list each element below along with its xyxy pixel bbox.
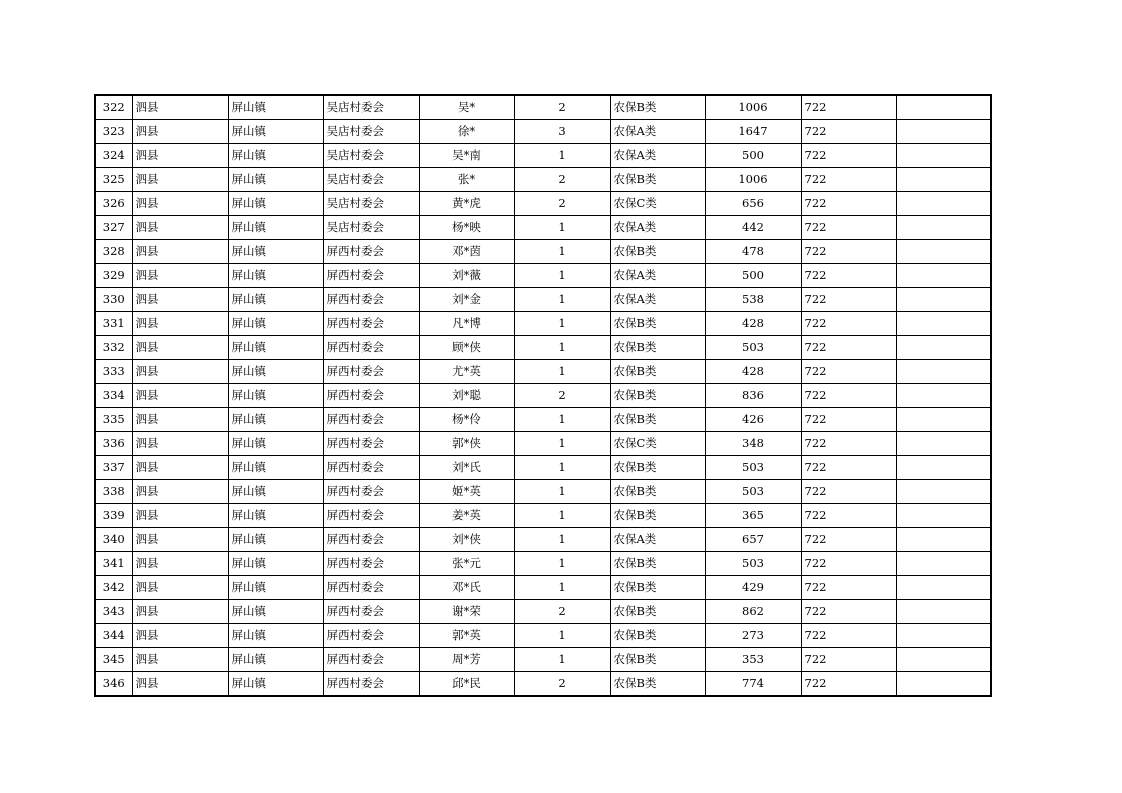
village-committee-cell: 屏西村委会 bbox=[323, 552, 419, 576]
household-size-cell: 1 bbox=[514, 432, 610, 456]
village-committee-cell: 屏西村委会 bbox=[323, 240, 419, 264]
name-cell: 郭*英 bbox=[419, 624, 514, 648]
table-row bbox=[95, 480, 991, 504]
village-committee-cell: 屏西村委会 bbox=[323, 480, 419, 504]
household-size-cell: 1 bbox=[514, 408, 610, 432]
household-size-cell: 1 bbox=[514, 216, 610, 240]
town-cell: 屏山镇 bbox=[228, 95, 323, 120]
village-committee-cell: 屏西村委会 bbox=[323, 528, 419, 552]
code-cell: 722 bbox=[801, 600, 896, 624]
town-cell: 屏山镇 bbox=[228, 336, 323, 360]
town-cell: 屏山镇 bbox=[228, 480, 323, 504]
code-cell: 722 bbox=[801, 528, 896, 552]
amount-cell: 503 bbox=[705, 456, 801, 480]
name-cell: 张* bbox=[419, 168, 514, 192]
table-row bbox=[95, 576, 991, 600]
category-cell: 农保B类 bbox=[610, 312, 705, 336]
table-row bbox=[95, 288, 991, 312]
row-number-cell: 336 bbox=[95, 432, 132, 456]
county-cell: 泗县 bbox=[132, 312, 228, 336]
remark-cell bbox=[896, 192, 991, 216]
row-number-cell: 324 bbox=[95, 144, 132, 168]
town-cell: 屏山镇 bbox=[228, 192, 323, 216]
category-cell: 农保C类 bbox=[610, 432, 705, 456]
name-cell: 尤*英 bbox=[419, 360, 514, 384]
row-number-cell: 345 bbox=[95, 648, 132, 672]
amount-cell: 503 bbox=[705, 552, 801, 576]
category-cell: 农保A类 bbox=[610, 120, 705, 144]
village-committee-cell: 屏西村委会 bbox=[323, 360, 419, 384]
county-cell: 泗县 bbox=[132, 168, 228, 192]
row-number-cell: 342 bbox=[95, 576, 132, 600]
name-cell: 顾*侠 bbox=[419, 336, 514, 360]
household-size-cell: 1 bbox=[514, 264, 610, 288]
row-number-cell: 343 bbox=[95, 600, 132, 624]
town-cell: 屏山镇 bbox=[228, 408, 323, 432]
village-committee-cell: 屏西村委会 bbox=[323, 576, 419, 600]
town-cell: 屏山镇 bbox=[228, 384, 323, 408]
table-row bbox=[95, 504, 991, 528]
amount-cell: 503 bbox=[705, 480, 801, 504]
table-row bbox=[95, 240, 991, 264]
household-size-cell: 1 bbox=[514, 528, 610, 552]
household-size-cell: 3 bbox=[514, 120, 610, 144]
name-cell: 姬*英 bbox=[419, 480, 514, 504]
village-committee-cell: 屏西村委会 bbox=[323, 408, 419, 432]
town-cell: 屏山镇 bbox=[228, 600, 323, 624]
village-committee-cell: 吴店村委会 bbox=[323, 95, 419, 120]
table-row bbox=[95, 600, 991, 624]
household-size-cell: 1 bbox=[514, 648, 610, 672]
remark-cell bbox=[896, 480, 991, 504]
name-cell: 周*芳 bbox=[419, 648, 514, 672]
remark-cell bbox=[896, 120, 991, 144]
county-cell: 泗县 bbox=[132, 264, 228, 288]
name-cell: 郭*侠 bbox=[419, 432, 514, 456]
village-committee-cell: 屏西村委会 bbox=[323, 624, 419, 648]
category-cell: 农保B类 bbox=[610, 168, 705, 192]
household-size-cell: 2 bbox=[514, 168, 610, 192]
code-cell: 722 bbox=[801, 312, 896, 336]
household-size-cell: 2 bbox=[514, 384, 610, 408]
amount-cell: 500 bbox=[705, 264, 801, 288]
town-cell: 屏山镇 bbox=[228, 624, 323, 648]
village-committee-cell: 吴店村委会 bbox=[323, 192, 419, 216]
town-cell: 屏山镇 bbox=[228, 648, 323, 672]
category-cell: 农保A类 bbox=[610, 216, 705, 240]
table-row bbox=[95, 120, 991, 144]
amount-cell: 428 bbox=[705, 360, 801, 384]
remark-cell bbox=[896, 648, 991, 672]
code-cell: 722 bbox=[801, 624, 896, 648]
code-cell: 722 bbox=[801, 168, 896, 192]
town-cell: 屏山镇 bbox=[228, 240, 323, 264]
category-cell: 农保C类 bbox=[610, 192, 705, 216]
town-cell: 屏山镇 bbox=[228, 672, 323, 697]
county-cell: 泗县 bbox=[132, 384, 228, 408]
table-row bbox=[95, 264, 991, 288]
code-cell: 722 bbox=[801, 95, 896, 120]
category-cell: 农保B类 bbox=[610, 408, 705, 432]
category-cell: 农保B类 bbox=[610, 480, 705, 504]
records-table bbox=[94, 94, 992, 697]
table-row bbox=[95, 168, 991, 192]
row-number-cell: 337 bbox=[95, 456, 132, 480]
village-committee-cell: 吴店村委会 bbox=[323, 144, 419, 168]
code-cell: 722 bbox=[801, 480, 896, 504]
amount-cell: 1006 bbox=[705, 95, 801, 120]
code-cell: 722 bbox=[801, 216, 896, 240]
amount-cell: 503 bbox=[705, 336, 801, 360]
amount-cell: 862 bbox=[705, 600, 801, 624]
remark-cell bbox=[896, 264, 991, 288]
name-cell: 刘*薇 bbox=[419, 264, 514, 288]
category-cell: 农保B类 bbox=[610, 456, 705, 480]
remark-cell bbox=[896, 576, 991, 600]
table-row bbox=[95, 528, 991, 552]
table-row bbox=[95, 144, 991, 168]
remark-cell bbox=[896, 552, 991, 576]
name-cell: 姜*英 bbox=[419, 504, 514, 528]
row-number-cell: 339 bbox=[95, 504, 132, 528]
household-size-cell: 1 bbox=[514, 144, 610, 168]
code-cell: 722 bbox=[801, 456, 896, 480]
amount-cell: 365 bbox=[705, 504, 801, 528]
amount-cell: 428 bbox=[705, 312, 801, 336]
household-size-cell: 1 bbox=[514, 552, 610, 576]
village-committee-cell: 屏西村委会 bbox=[323, 504, 419, 528]
town-cell: 屏山镇 bbox=[228, 120, 323, 144]
name-cell: 凡*博 bbox=[419, 312, 514, 336]
table-row bbox=[95, 672, 991, 697]
row-number-cell: 325 bbox=[95, 168, 132, 192]
county-cell: 泗县 bbox=[132, 144, 228, 168]
remark-cell bbox=[896, 600, 991, 624]
county-cell: 泗县 bbox=[132, 480, 228, 504]
amount-cell: 500 bbox=[705, 144, 801, 168]
table-row bbox=[95, 456, 991, 480]
town-cell: 屏山镇 bbox=[228, 576, 323, 600]
county-cell: 泗县 bbox=[132, 504, 228, 528]
code-cell: 722 bbox=[801, 648, 896, 672]
county-cell: 泗县 bbox=[132, 672, 228, 697]
category-cell: 农保B类 bbox=[610, 552, 705, 576]
row-number-cell: 338 bbox=[95, 480, 132, 504]
county-cell: 泗县 bbox=[132, 336, 228, 360]
amount-cell: 273 bbox=[705, 624, 801, 648]
row-number-cell: 334 bbox=[95, 384, 132, 408]
category-cell: 农保A类 bbox=[610, 264, 705, 288]
code-cell: 722 bbox=[801, 504, 896, 528]
remark-cell bbox=[896, 168, 991, 192]
row-number-cell: 330 bbox=[95, 288, 132, 312]
household-size-cell: 1 bbox=[514, 480, 610, 504]
category-cell: 农保A类 bbox=[610, 528, 705, 552]
county-cell: 泗县 bbox=[132, 240, 228, 264]
table-row bbox=[95, 384, 991, 408]
code-cell: 722 bbox=[801, 192, 896, 216]
code-cell: 722 bbox=[801, 336, 896, 360]
village-committee-cell: 吴店村委会 bbox=[323, 120, 419, 144]
code-cell: 722 bbox=[801, 144, 896, 168]
village-committee-cell: 屏西村委会 bbox=[323, 600, 419, 624]
village-committee-cell: 吴店村委会 bbox=[323, 168, 419, 192]
town-cell: 屏山镇 bbox=[228, 216, 323, 240]
county-cell: 泗县 bbox=[132, 120, 228, 144]
row-number-cell: 327 bbox=[95, 216, 132, 240]
category-cell: 农保B类 bbox=[610, 648, 705, 672]
amount-cell: 538 bbox=[705, 288, 801, 312]
table-row bbox=[95, 648, 991, 672]
row-number-cell: 341 bbox=[95, 552, 132, 576]
category-cell: 农保B类 bbox=[610, 240, 705, 264]
county-cell: 泗县 bbox=[132, 408, 228, 432]
remark-cell bbox=[896, 336, 991, 360]
remark-cell bbox=[896, 95, 991, 120]
name-cell: 吴*南 bbox=[419, 144, 514, 168]
county-cell: 泗县 bbox=[132, 648, 228, 672]
code-cell: 722 bbox=[801, 552, 896, 576]
household-size-cell: 2 bbox=[514, 600, 610, 624]
town-cell: 屏山镇 bbox=[228, 288, 323, 312]
village-committee-cell: 屏西村委会 bbox=[323, 456, 419, 480]
village-committee-cell: 屏西村委会 bbox=[323, 432, 419, 456]
code-cell: 722 bbox=[801, 288, 896, 312]
village-committee-cell: 屏西村委会 bbox=[323, 288, 419, 312]
county-cell: 泗县 bbox=[132, 600, 228, 624]
household-size-cell: 1 bbox=[514, 624, 610, 648]
remark-cell bbox=[896, 240, 991, 264]
row-number-cell: 340 bbox=[95, 528, 132, 552]
county-cell: 泗县 bbox=[132, 192, 228, 216]
code-cell: 722 bbox=[801, 120, 896, 144]
county-cell: 泗县 bbox=[132, 432, 228, 456]
village-committee-cell: 屏西村委会 bbox=[323, 384, 419, 408]
code-cell: 722 bbox=[801, 432, 896, 456]
name-cell: 邱*民 bbox=[419, 672, 514, 697]
table-row bbox=[95, 312, 991, 336]
household-size-cell: 1 bbox=[514, 360, 610, 384]
town-cell: 屏山镇 bbox=[228, 432, 323, 456]
category-cell: 农保B类 bbox=[610, 672, 705, 697]
category-cell: 农保B类 bbox=[610, 624, 705, 648]
household-size-cell: 2 bbox=[514, 192, 610, 216]
household-size-cell: 1 bbox=[514, 576, 610, 600]
name-cell: 杨*映 bbox=[419, 216, 514, 240]
remark-cell bbox=[896, 144, 991, 168]
county-cell: 泗县 bbox=[132, 95, 228, 120]
remark-cell bbox=[896, 672, 991, 697]
town-cell: 屏山镇 bbox=[228, 456, 323, 480]
household-size-cell: 1 bbox=[514, 504, 610, 528]
amount-cell: 353 bbox=[705, 648, 801, 672]
county-cell: 泗县 bbox=[132, 456, 228, 480]
town-cell: 屏山镇 bbox=[228, 552, 323, 576]
remark-cell bbox=[896, 624, 991, 648]
village-committee-cell: 屏西村委会 bbox=[323, 648, 419, 672]
category-cell: 农保B类 bbox=[610, 504, 705, 528]
town-cell: 屏山镇 bbox=[228, 312, 323, 336]
amount-cell: 1647 bbox=[705, 120, 801, 144]
row-number-cell: 323 bbox=[95, 120, 132, 144]
code-cell: 722 bbox=[801, 408, 896, 432]
household-size-cell: 2 bbox=[514, 95, 610, 120]
name-cell: 杨*伶 bbox=[419, 408, 514, 432]
remark-cell bbox=[896, 504, 991, 528]
table-row bbox=[95, 552, 991, 576]
name-cell: 谢*荣 bbox=[419, 600, 514, 624]
county-cell: 泗县 bbox=[132, 552, 228, 576]
category-cell: 农保B类 bbox=[610, 336, 705, 360]
table-row bbox=[95, 216, 991, 240]
category-cell: 农保B类 bbox=[610, 360, 705, 384]
row-number-cell: 344 bbox=[95, 624, 132, 648]
code-cell: 722 bbox=[801, 240, 896, 264]
table-row bbox=[95, 336, 991, 360]
household-size-cell: 2 bbox=[514, 672, 610, 697]
name-cell: 邓*氏 bbox=[419, 576, 514, 600]
category-cell: 农保B类 bbox=[610, 95, 705, 120]
code-cell: 722 bbox=[801, 360, 896, 384]
category-cell: 农保B类 bbox=[610, 576, 705, 600]
name-cell: 邓*茵 bbox=[419, 240, 514, 264]
household-size-cell: 1 bbox=[514, 240, 610, 264]
county-cell: 泗县 bbox=[132, 576, 228, 600]
household-size-cell: 1 bbox=[514, 456, 610, 480]
remark-cell bbox=[896, 312, 991, 336]
household-size-cell: 1 bbox=[514, 312, 610, 336]
village-committee-cell: 屏西村委会 bbox=[323, 672, 419, 697]
name-cell: 刘*聪 bbox=[419, 384, 514, 408]
amount-cell: 478 bbox=[705, 240, 801, 264]
row-number-cell: 329 bbox=[95, 264, 132, 288]
name-cell: 张*元 bbox=[419, 552, 514, 576]
row-number-cell: 328 bbox=[95, 240, 132, 264]
table-row bbox=[95, 95, 991, 120]
county-cell: 泗县 bbox=[132, 288, 228, 312]
county-cell: 泗县 bbox=[132, 216, 228, 240]
remark-cell bbox=[896, 432, 991, 456]
name-cell: 刘*氏 bbox=[419, 456, 514, 480]
town-cell: 屏山镇 bbox=[228, 144, 323, 168]
row-number-cell: 335 bbox=[95, 408, 132, 432]
name-cell: 徐* bbox=[419, 120, 514, 144]
amount-cell: 836 bbox=[705, 384, 801, 408]
remark-cell bbox=[896, 216, 991, 240]
county-cell: 泗县 bbox=[132, 624, 228, 648]
row-number-cell: 346 bbox=[95, 672, 132, 697]
table-row bbox=[95, 360, 991, 384]
village-committee-cell: 吴店村委会 bbox=[323, 216, 419, 240]
household-size-cell: 1 bbox=[514, 288, 610, 312]
name-cell: 刘*侠 bbox=[419, 528, 514, 552]
village-committee-cell: 屏西村委会 bbox=[323, 336, 419, 360]
amount-cell: 1006 bbox=[705, 168, 801, 192]
remark-cell bbox=[896, 384, 991, 408]
row-number-cell: 331 bbox=[95, 312, 132, 336]
table-row bbox=[95, 624, 991, 648]
records-table-body bbox=[95, 95, 991, 696]
county-cell: 泗县 bbox=[132, 360, 228, 384]
amount-cell: 656 bbox=[705, 192, 801, 216]
amount-cell: 429 bbox=[705, 576, 801, 600]
row-number-cell: 322 bbox=[95, 95, 132, 120]
remark-cell bbox=[896, 456, 991, 480]
remark-cell bbox=[896, 288, 991, 312]
code-cell: 722 bbox=[801, 672, 896, 697]
code-cell: 722 bbox=[801, 264, 896, 288]
row-number-cell: 333 bbox=[95, 360, 132, 384]
remark-cell bbox=[896, 360, 991, 384]
village-committee-cell: 屏西村委会 bbox=[323, 264, 419, 288]
town-cell: 屏山镇 bbox=[228, 360, 323, 384]
remark-cell bbox=[896, 408, 991, 432]
amount-cell: 348 bbox=[705, 432, 801, 456]
amount-cell: 442 bbox=[705, 216, 801, 240]
household-size-cell: 1 bbox=[514, 336, 610, 360]
category-cell: 农保B类 bbox=[610, 384, 705, 408]
table-row bbox=[95, 408, 991, 432]
amount-cell: 657 bbox=[705, 528, 801, 552]
town-cell: 屏山镇 bbox=[228, 528, 323, 552]
table-row bbox=[95, 192, 991, 216]
code-cell: 722 bbox=[801, 384, 896, 408]
town-cell: 屏山镇 bbox=[228, 504, 323, 528]
amount-cell: 426 bbox=[705, 408, 801, 432]
table-row bbox=[95, 432, 991, 456]
category-cell: 农保B类 bbox=[610, 600, 705, 624]
name-cell: 刘*金 bbox=[419, 288, 514, 312]
code-cell: 722 bbox=[801, 576, 896, 600]
town-cell: 屏山镇 bbox=[228, 264, 323, 288]
village-committee-cell: 屏西村委会 bbox=[323, 312, 419, 336]
name-cell: 吴* bbox=[419, 95, 514, 120]
amount-cell: 774 bbox=[705, 672, 801, 697]
county-cell: 泗县 bbox=[132, 528, 228, 552]
category-cell: 农保A类 bbox=[610, 144, 705, 168]
town-cell: 屏山镇 bbox=[228, 168, 323, 192]
row-number-cell: 326 bbox=[95, 192, 132, 216]
remark-cell bbox=[896, 528, 991, 552]
category-cell: 农保A类 bbox=[610, 288, 705, 312]
row-number-cell: 332 bbox=[95, 336, 132, 360]
name-cell: 黄*虎 bbox=[419, 192, 514, 216]
